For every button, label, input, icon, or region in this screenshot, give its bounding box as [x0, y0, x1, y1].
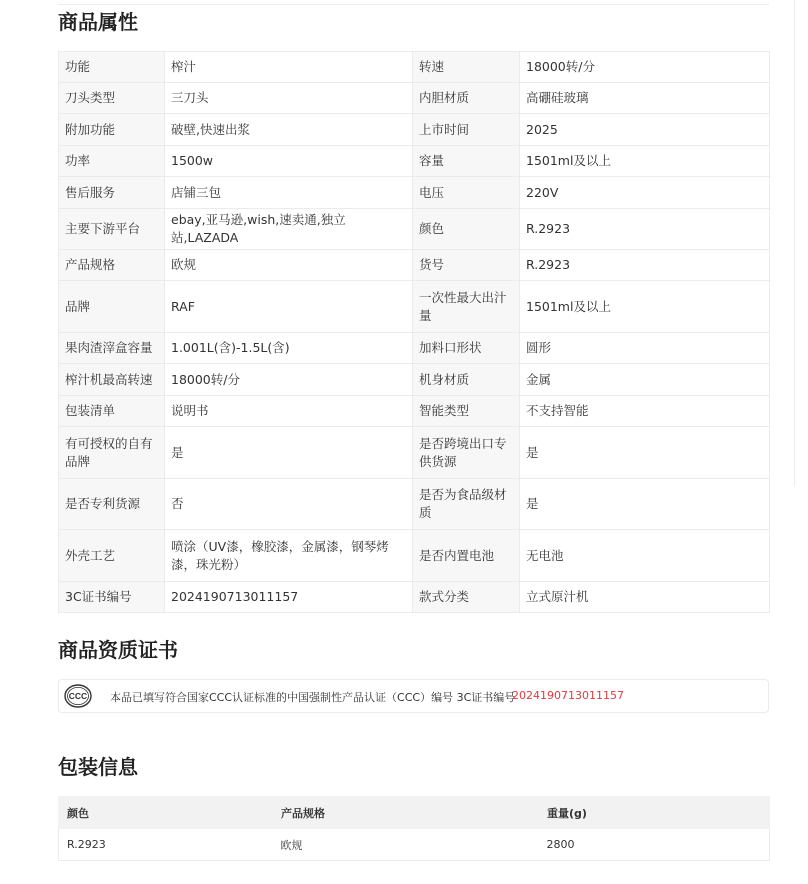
attribute-key: 包装清单: [59, 396, 165, 427]
attribute-value: R.2923: [520, 209, 770, 250]
attribute-value: 18000转/分: [165, 364, 413, 396]
packaging-cell: R.2923: [59, 829, 273, 861]
attribute-key: 有可授权的自有品牌: [59, 427, 165, 479]
attribute-value: 220V: [520, 177, 770, 209]
attribute-value: 说明书: [165, 396, 413, 427]
attribute-value: 是: [520, 427, 770, 479]
top-divider: [58, 4, 769, 5]
attribute-row: [59, 427, 770, 479]
attribute-key: 品牌: [59, 281, 165, 333]
attribute-row: [59, 250, 770, 281]
attribute-key: 外壳工艺: [59, 530, 165, 582]
attribute-row: [59, 333, 770, 364]
attribute-row: [59, 177, 770, 209]
attribute-value: 欧规: [165, 250, 413, 281]
attribute-value: 1.001L(含)-1.5L(含): [165, 333, 413, 364]
attribute-value: 金属: [520, 364, 770, 396]
attribute-key: 货号: [413, 250, 520, 281]
attribute-value: 是: [165, 427, 413, 479]
attribute-row: [59, 396, 770, 427]
certificate-text: 本品已填写符合国家CCC认证标准的中国强制性产品认证（CCC）编号 3C证书编号: [110, 691, 516, 704]
attribute-key: 功能: [59, 52, 165, 83]
attribute-row: [59, 479, 770, 530]
attribute-key: 容量: [413, 146, 520, 177]
attributes-table: [58, 51, 770, 613]
attribute-value: 高硼硅玻璃: [520, 83, 770, 114]
attribute-key: 机身材质: [413, 364, 520, 396]
section-title-certificate: 商品资质证书: [58, 638, 178, 662]
attribute-key: 果肉渣滓盒容量: [59, 333, 165, 364]
attribute-value: 否: [165, 479, 413, 530]
attribute-key: 内胆材质: [413, 83, 520, 114]
packaging-row: [59, 829, 770, 861]
packaging-header-row: [59, 797, 770, 829]
attribute-key: 主要下游平台: [59, 209, 165, 250]
attribute-key: 产品规格: [59, 250, 165, 281]
attribute-value: ebay,亚马逊,wish,速卖通,独立站,LAZADA: [165, 209, 413, 250]
attribute-value: 喷涂（UV漆，橡胶漆，金属漆，钢琴烤漆，珠光粉）: [165, 530, 413, 582]
attribute-value: 破壁,快速出浆: [165, 114, 413, 146]
packaging-table: [58, 796, 770, 861]
attribute-row: [59, 114, 770, 146]
attribute-value: 立式原汁机: [520, 582, 770, 613]
ccc-icon: [64, 684, 92, 708]
section-title-attributes: 商品属性: [58, 10, 138, 34]
attribute-key: 是否为食品级材质: [413, 479, 520, 530]
attribute-key: 榨汁机最高转速: [59, 364, 165, 396]
attribute-row: [59, 364, 770, 396]
ccc-icon-text: CCC: [68, 691, 88, 702]
attribute-row: [59, 83, 770, 114]
attribute-value: R.2923: [520, 250, 770, 281]
packaging-cell: 欧规: [273, 829, 539, 861]
attribute-value: 1501ml及以上: [520, 281, 770, 333]
attribute-key: 是否内置电池: [413, 530, 520, 582]
attribute-row: [59, 146, 770, 177]
attribute-value: 店铺三包: [165, 177, 413, 209]
attribute-value: 18000转/分: [520, 52, 770, 83]
attribute-row: [59, 530, 770, 582]
packaging-header: 颜色: [59, 797, 273, 829]
attribute-key: 一次性最大出汁量: [413, 281, 520, 333]
attribute-key: 是否专利货源: [59, 479, 165, 530]
attribute-value: 是: [520, 479, 770, 530]
attribute-row: [59, 52, 770, 83]
attribute-value: 2024190713011157: [165, 582, 413, 613]
attribute-value: 不支持智能: [520, 396, 770, 427]
section-title-packaging: 包装信息: [58, 755, 138, 779]
attribute-value: 榨汁: [165, 52, 413, 83]
packaging-header: 产品规格: [273, 797, 539, 829]
attribute-key: 功率: [59, 146, 165, 177]
certificate-number: 2024190713011157: [512, 689, 624, 702]
attribute-value: 三刀头: [165, 83, 413, 114]
attribute-row: [59, 281, 770, 333]
attribute-key: 款式分类: [413, 582, 520, 613]
side-divider: [794, 0, 795, 486]
attribute-key: 是否跨境出口专供货源: [413, 427, 520, 479]
attribute-key: 售后服务: [59, 177, 165, 209]
packaging-header: 重量(g): [539, 797, 770, 829]
attribute-value: 2025: [520, 114, 770, 146]
attribute-key: 上市时间: [413, 114, 520, 146]
attribute-row: [59, 209, 770, 250]
attribute-value: 1501ml及以上: [520, 146, 770, 177]
certificate-box: [58, 679, 769, 713]
attribute-key: 转速: [413, 52, 520, 83]
attribute-key: 附加功能: [59, 114, 165, 146]
attribute-key: 颜色: [413, 209, 520, 250]
attribute-value: RAF: [165, 281, 413, 333]
attribute-key: 3C证书编号: [59, 582, 165, 613]
attribute-value: 圆形: [520, 333, 770, 364]
attribute-key: 电压: [413, 177, 520, 209]
attribute-row: [59, 582, 770, 613]
attribute-value: 无电池: [520, 530, 770, 582]
attribute-key: 智能类型: [413, 396, 520, 427]
attribute-key: 加料口形状: [413, 333, 520, 364]
packaging-cell: 2800: [539, 829, 770, 861]
attribute-key: 刀头类型: [59, 83, 165, 114]
attribute-value: 1500w: [165, 146, 413, 177]
